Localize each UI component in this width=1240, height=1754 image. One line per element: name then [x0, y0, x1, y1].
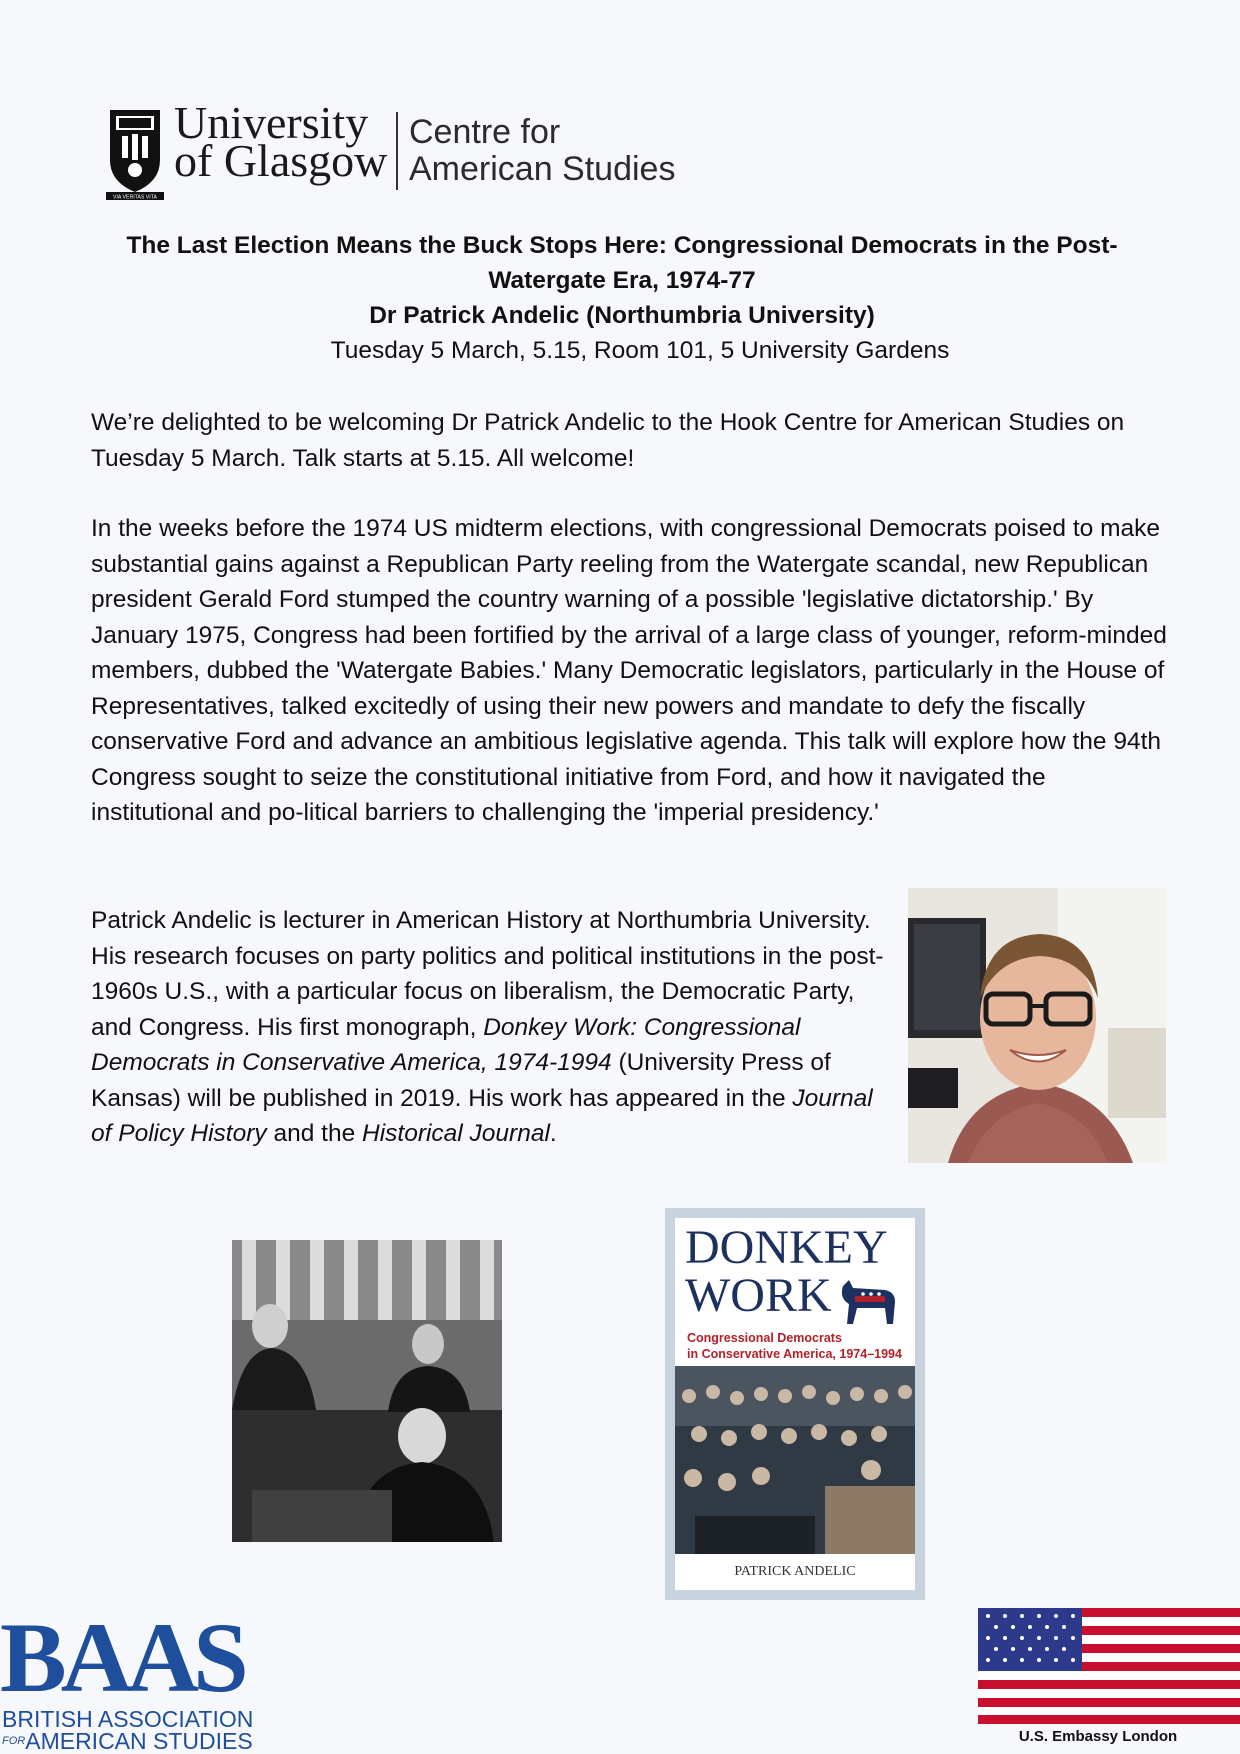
book-cover-photo: [675, 1366, 915, 1554]
bio-journal-1: Journal of Policy History: [91, 1084, 873, 1147]
us-embassy-logo: [978, 1608, 1240, 1754]
event-speaker: Dr Patrick Andelic (Northumbria University): [369, 302, 875, 329]
book-cover-inner: [675, 1218, 915, 1590]
democrat-donkey-icon: [835, 1276, 901, 1328]
baas-name: [2, 1708, 253, 1752]
university-crest-icon: [106, 108, 164, 200]
book-author: PATRICK ANDELIC: [734, 1564, 856, 1579]
book-subtitle: [687, 1330, 902, 1362]
bio-journal-2: Historical Journal: [362, 1120, 550, 1147]
baas-name-line1: BRITISH ASSOCIATION: [2, 1706, 254, 1732]
event-when-where: Tuesday 5 March, 5.15, Room 101, 5 University Gardens: [330, 337, 950, 364]
book-cover: [665, 1208, 925, 1600]
baas-logo: [0, 1602, 254, 1754]
speaker-photo: [908, 888, 1166, 1163]
crest-motto: VIA VERITAS VITA: [113, 194, 157, 200]
event-title: The Last Election Means the Buck Stops Here: Congressional Democrats in the Post-Watergate Era, 1974-77: [126, 232, 1118, 294]
bio-paragraph: [91, 903, 891, 1152]
baas-logo-mark: BAAS: [0, 1602, 243, 1713]
bio-text-1: Patrick Andelic is lecturer in American History at Northumbria University. His research focuses on party politics and political institutions in the post-1960s U.S., with a particular focus on liberalism, the Democratic Party, and Congress. His first monograph,: [91, 907, 884, 1041]
university-name-line1: University: [174, 97, 369, 148]
us-embassy-label: U.S. Embassy London: [1018, 1728, 1178, 1745]
us-flag-icon: [978, 1608, 1240, 1724]
bio-text-3: and the: [266, 1120, 362, 1147]
university-logo: [106, 97, 686, 200]
ford-congress-photo: [232, 1240, 502, 1542]
logo-divider: [396, 112, 398, 190]
university-name: [174, 97, 388, 186]
book-subtitle-line2: in Conservative America, 1974–1994: [687, 1347, 902, 1361]
intro-paragraph: We’re delighted to be welcoming Dr Patrick Andelic to the Hook Centre for American Studies on Tuesday 5 March. Talk starts at 5.15. All welcome!: [91, 409, 1125, 472]
bio-text-end: .: [549, 1120, 557, 1147]
bio-book-title: Donkey Work: Congressional Democrats in Conservative America, 1974-1994: [91, 1013, 801, 1076]
abstract-paragraph: In the weeks before the 1974 US midterm elections, with congressional Democrats poised to make substantial gains against a Republican Party reeling from the Watergate scandal, new Republican president Gerald Ford stumped the country warning of a possible 'legislative dictatorship.' By January 1975, Congress had been fortified by the arrival of a large class of younger, reform-minded members, dubbed the 'Watergate Babies.' Many Democratic legislators, particularly in the House of Representatives, talked excitedly of using their new powers and mandate to defy the fiscally conservative Ford and advance an ambitious legislative agenda. This talk will explore how the 94th Congress sought to seize the constitutional initiative from Ford, and how it navigated the institutional and po-litical barriers to challenging the 'imperial presidency.': [91, 515, 1167, 826]
baas-for: FOR: [2, 1735, 26, 1747]
centre-name: [409, 114, 675, 188]
book-subtitle-line1: Congressional Democrats: [687, 1331, 842, 1345]
book-title-line1: DONKEY: [685, 1221, 888, 1274]
event-heading: [92, 228, 1152, 368]
bio-text-2: (University Press of Kansas) will be published in 2019. His work has appeared in the: [91, 1049, 831, 1112]
centre-name-line2: American Studies: [409, 150, 676, 188]
baas-name-line2: AMERICAN STUDIES: [25, 1728, 253, 1754]
book-title-line2: WORK: [685, 1269, 832, 1322]
university-name-line2: of Glasgow: [174, 135, 388, 186]
centre-name-line1: Centre for: [409, 113, 561, 151]
